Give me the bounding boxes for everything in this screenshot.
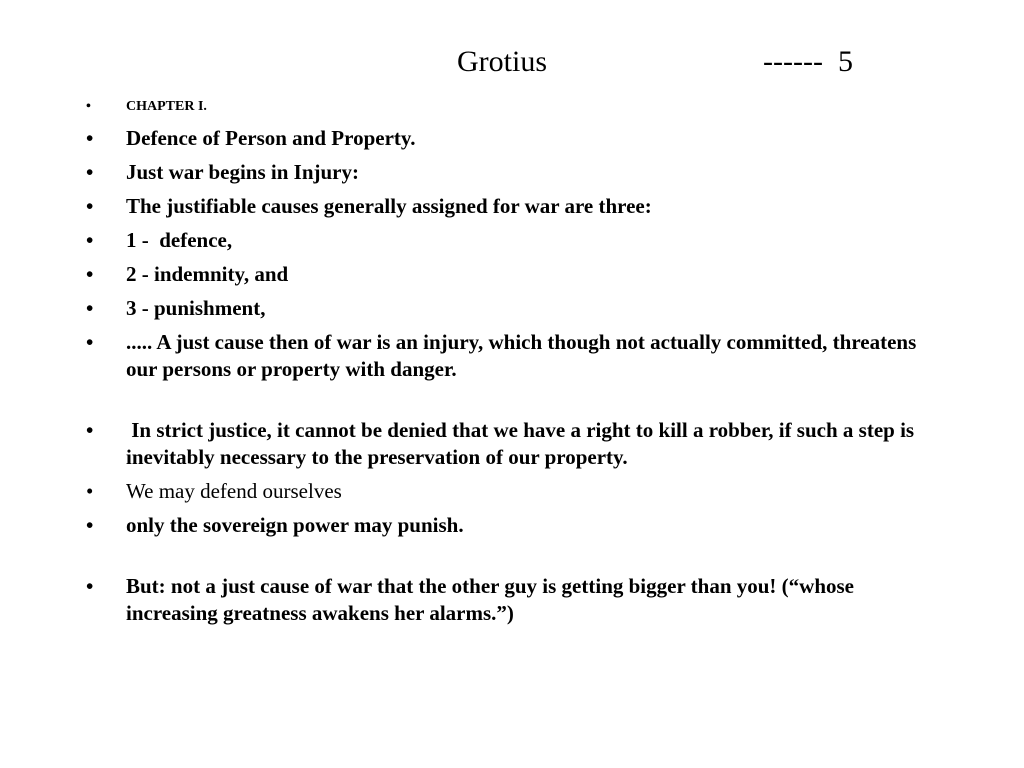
bullet-icon: •	[86, 160, 94, 184]
bullet-text: only the sovereign power may punish.	[126, 513, 464, 537]
slide-page-marker: ------ 5	[763, 45, 853, 78]
bullet-text: But: not a just cause of war that the other guy is getting bigger than you! (“whose increasing greatness awakens her alarms.”)	[126, 574, 860, 625]
bullet-item-just-cause	[86, 329, 946, 383]
bullet-text: We may defend ourselves	[126, 479, 342, 503]
bullet-text: ..... A just cause then of war is an injury, which though not actually committed, threatens our persons or property with danger.	[126, 330, 922, 381]
bullet-icon: •	[86, 296, 94, 320]
bullet-item-sovereign	[86, 512, 946, 539]
bullet-list	[86, 97, 946, 634]
bullet-icon: •	[86, 418, 94, 442]
bullet-icon: •	[86, 126, 94, 150]
bullet-item-just-war	[86, 159, 946, 186]
bullet-item-defence-heading	[86, 125, 946, 152]
bullet-text: The justifiable causes generally assigned for war are three:	[126, 194, 652, 218]
bullet-icon: •	[86, 262, 94, 286]
bullet-icon: •	[86, 99, 91, 114]
bullet-text: Defence of Person and Property.	[126, 126, 416, 150]
slide-title	[0, 42, 1024, 82]
bullet-item-strict-justice	[86, 417, 946, 471]
bullet-item-cause-1	[86, 227, 946, 254]
bullet-item-chapter	[86, 97, 946, 117]
bullet-text: 3 - punishment,	[126, 296, 266, 320]
bullet-text: In strict justice, it cannot be denied that we have a right to kill a robber, if such a step is inevitably necessary to the preservation of our property.	[126, 418, 920, 469]
bullet-icon: •	[86, 479, 94, 503]
bullet-item-bigger	[86, 573, 946, 627]
bullet-text: Just war begins in Injury:	[126, 160, 359, 184]
bullet-text: CHAPTER I.	[126, 99, 207, 114]
bullet-item-cause-2	[86, 261, 946, 288]
slide-title-text: Grotius	[457, 45, 547, 78]
bullet-icon: •	[86, 574, 94, 598]
bullet-text: 2 - indemnity, and	[126, 262, 289, 286]
bullet-icon: •	[86, 330, 94, 354]
bullet-text: 1 - defence,	[126, 228, 233, 252]
bullet-item-cause-3	[86, 295, 946, 322]
bullet-icon: •	[86, 228, 94, 252]
bullet-item-causes	[86, 193, 946, 220]
bullet-icon: •	[86, 194, 94, 218]
bullet-item-defend	[86, 478, 946, 505]
bullet-icon: •	[86, 513, 94, 537]
